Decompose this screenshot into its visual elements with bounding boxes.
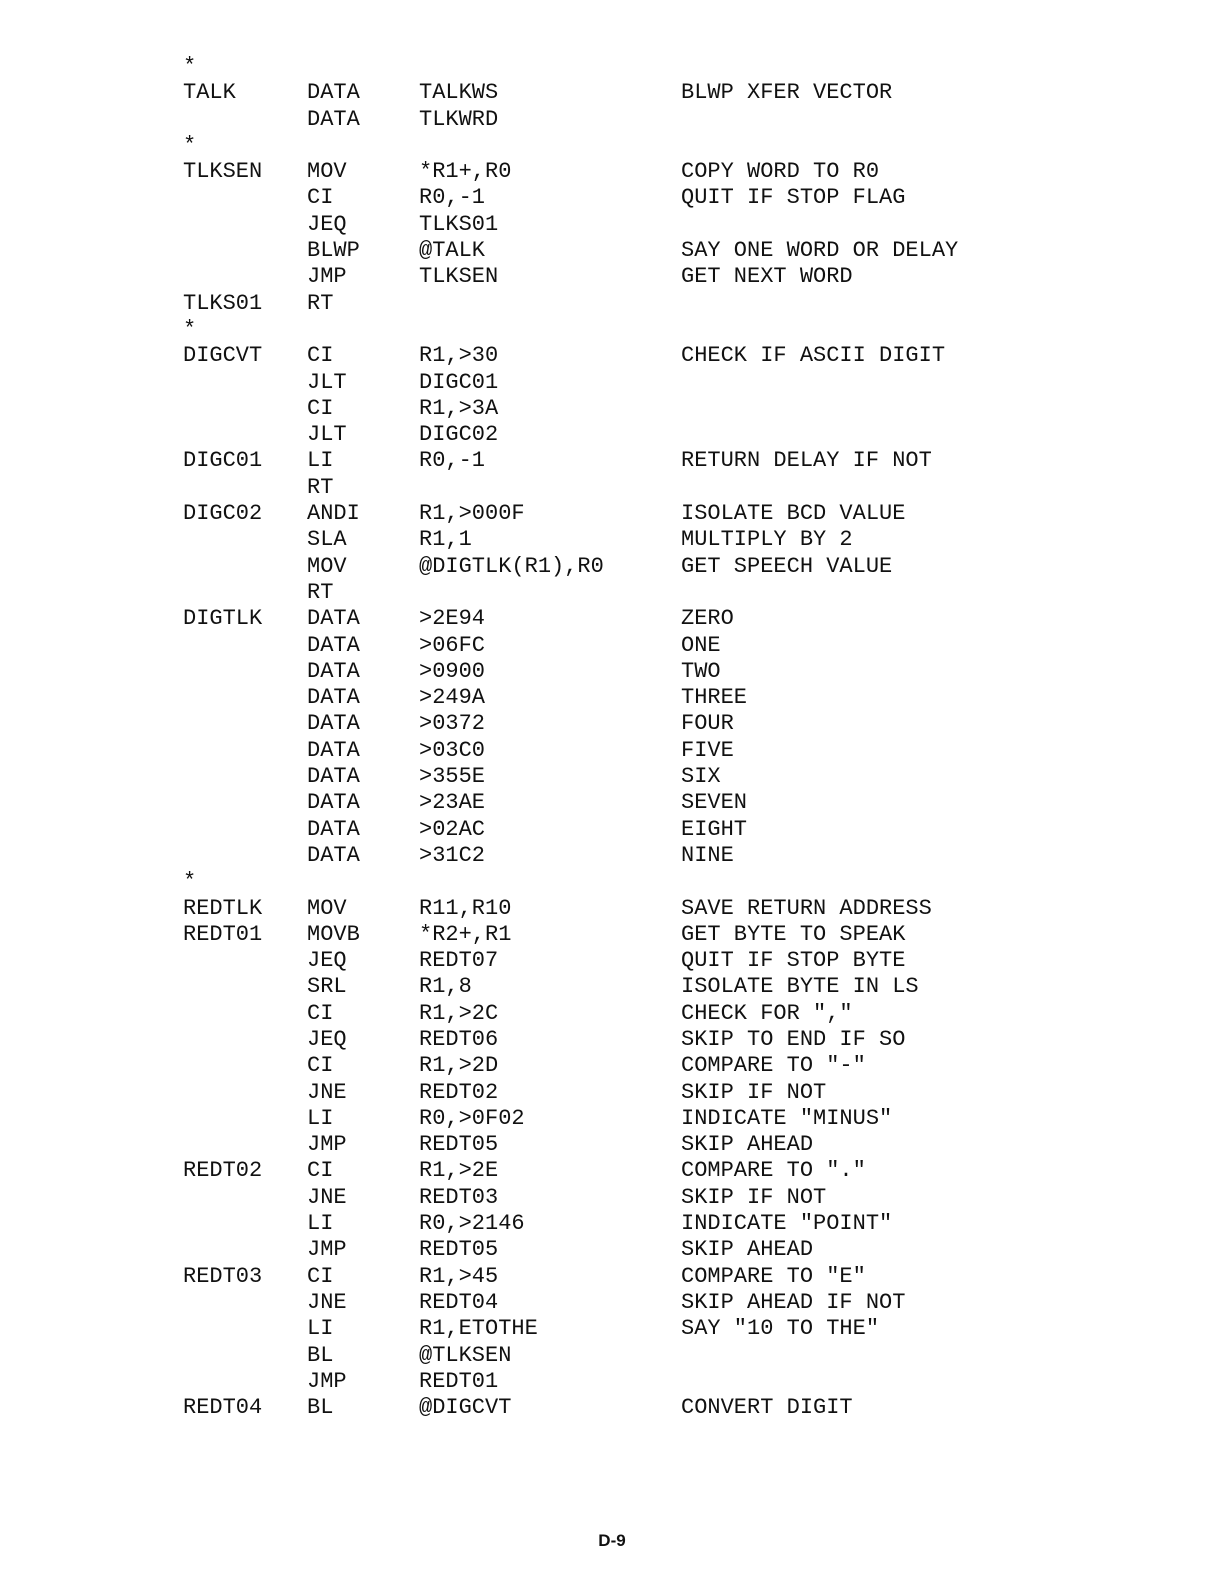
code-label: DIGTLK <box>183 606 263 632</box>
code-label: TALK <box>183 80 236 106</box>
code-comment: GET SPEECH VALUE <box>681 553 893 579</box>
code-comment: MULTIPLY BY 2 <box>681 527 853 553</box>
code-label: TLKSEN <box>183 159 263 185</box>
code-opcode: DATA <box>307 106 360 132</box>
code-line <box>180 185 1080 211</box>
code-operand: >0900 <box>419 658 486 684</box>
code-opcode: JLT <box>307 369 347 395</box>
code-opcode: CI <box>307 343 334 369</box>
code-label: DIGCVT <box>183 343 263 369</box>
code-operand: R1,>3A <box>419 395 499 421</box>
code-opcode: SLA <box>307 527 347 553</box>
code-comment: SAY "10 TO THE" <box>681 1316 880 1342</box>
code-operand: @TALK <box>419 238 486 264</box>
code-operand: R1,>2C <box>419 1000 499 1026</box>
code-line <box>180 1132 1080 1158</box>
code-opcode: CI <box>307 1158 334 1184</box>
code-opcode: CI <box>307 395 334 421</box>
code-label: DIGC01 <box>183 448 263 474</box>
code-comment: SAY ONE WORD OR DELAY <box>681 238 959 264</box>
code-operand: REDT01 <box>419 1368 499 1394</box>
code-opcode: JEQ <box>307 948 347 974</box>
code-listing <box>180 54 1080 1421</box>
code-opcode: JMP <box>307 264 347 290</box>
code-label: * <box>183 316 197 342</box>
code-comment: INDICATE "POINT" <box>681 1211 893 1237</box>
code-comment: COMPARE TO "E" <box>681 1263 866 1289</box>
code-operand: >23AE <box>419 790 486 816</box>
code-operand: R1,>30 <box>419 343 499 369</box>
code-opcode: LI <box>307 1316 334 1342</box>
code-comment: CHECK IF ASCII DIGIT <box>681 343 946 369</box>
code-line <box>180 1027 1080 1053</box>
code-comment: FOUR <box>681 711 734 737</box>
code-operand: >355E <box>419 764 486 790</box>
code-opcode: CI <box>307 1263 334 1289</box>
code-opcode: DATA <box>307 632 360 658</box>
code-line <box>180 264 1080 290</box>
code-line <box>180 1290 1080 1316</box>
code-comment: SAVE RETURN ADDRESS <box>681 895 932 921</box>
code-opcode: MOV <box>307 553 347 579</box>
code-line <box>180 606 1080 632</box>
code-comment: EIGHT <box>681 816 748 842</box>
code-comment: ONE <box>681 632 721 658</box>
code-line <box>180 764 1080 790</box>
code-operand: >2E94 <box>419 606 486 632</box>
code-line <box>180 580 1080 606</box>
code-opcode: LI <box>307 448 334 474</box>
code-opcode: JNE <box>307 1079 347 1105</box>
code-operand: >0372 <box>419 711 486 737</box>
code-opcode: JMP <box>307 1237 347 1263</box>
code-line <box>180 711 1080 737</box>
code-operand: R0,>2146 <box>419 1211 525 1237</box>
code-operand: DIGC01 <box>419 369 499 395</box>
code-comment: BLWP XFER VECTOR <box>681 80 893 106</box>
code-line <box>180 370 1080 396</box>
code-line <box>180 501 1080 527</box>
code-opcode: DATA <box>307 737 360 763</box>
code-opcode: MOV <box>307 895 347 921</box>
code-line <box>180 291 1080 317</box>
code-line <box>180 974 1080 1000</box>
code-label: DIGC02 <box>183 501 263 527</box>
code-line <box>180 1106 1080 1132</box>
code-label: * <box>183 54 197 79</box>
code-line <box>180 133 1080 159</box>
code-operand: @DIGTLK(R1),R0 <box>419 553 604 579</box>
code-line <box>180 422 1080 448</box>
code-line <box>180 343 1080 369</box>
code-comment: NINE <box>681 842 734 868</box>
code-line <box>180 396 1080 422</box>
code-line <box>180 475 1080 501</box>
page-number: D-9 <box>598 1531 626 1550</box>
code-line <box>180 1080 1080 1106</box>
code-label: * <box>183 132 197 158</box>
code-operand: R1,>2D <box>419 1053 499 1079</box>
code-operand: REDT04 <box>419 1289 499 1315</box>
code-line <box>180 922 1080 948</box>
code-line <box>180 948 1080 974</box>
code-opcode: SRL <box>307 974 347 1000</box>
code-line <box>180 790 1080 816</box>
code-comment: QUIT IF STOP FLAG <box>681 185 906 211</box>
code-operand: *R2+,R1 <box>419 921 512 947</box>
code-opcode: JNE <box>307 1184 347 1210</box>
code-label: REDT04 <box>183 1395 263 1421</box>
code-opcode: BLWP <box>307 238 360 264</box>
code-label: REDT03 <box>183 1263 263 1289</box>
code-operand: R1,>000F <box>419 501 525 527</box>
code-comment: SIX <box>681 764 721 790</box>
code-operand: REDT05 <box>419 1132 499 1158</box>
code-opcode: JMP <box>307 1132 347 1158</box>
code-line <box>180 238 1080 264</box>
code-operand: >03C0 <box>419 737 486 763</box>
code-line <box>180 554 1080 580</box>
code-opcode: LI <box>307 1211 334 1237</box>
code-opcode: RT <box>307 474 334 500</box>
code-operand: REDT06 <box>419 1026 499 1052</box>
code-operand: TLKS01 <box>419 211 499 237</box>
code-comment: SKIP AHEAD <box>681 1132 814 1158</box>
code-operand: R1,1 <box>419 527 472 553</box>
code-operand: R1,>45 <box>419 1263 499 1289</box>
code-comment: CHECK FOR "," <box>681 1000 853 1026</box>
code-comment: ISOLATE BYTE IN LS <box>681 974 919 1000</box>
code-operand: REDT03 <box>419 1184 499 1210</box>
code-opcode: DATA <box>307 80 360 106</box>
code-opcode: DATA <box>307 685 360 711</box>
code-opcode: JNE <box>307 1289 347 1315</box>
code-line <box>180 633 1080 659</box>
code-line <box>180 659 1080 685</box>
code-operand: R11,R10 <box>419 895 512 921</box>
code-line <box>180 1185 1080 1211</box>
code-operand: R1,8 <box>419 974 472 1000</box>
code-comment: QUIT IF STOP BYTE <box>681 948 906 974</box>
code-opcode: CI <box>307 1000 334 1026</box>
code-operand: >06FC <box>419 632 486 658</box>
code-line <box>180 317 1080 343</box>
code-operand: R0,>0F02 <box>419 1105 525 1131</box>
code-line <box>180 1369 1080 1395</box>
code-opcode: MOVB <box>307 921 360 947</box>
code-label: TLKS01 <box>183 290 263 316</box>
code-opcode: JMP <box>307 1368 347 1394</box>
code-comment: THREE <box>681 685 748 711</box>
code-opcode: MOV <box>307 159 347 185</box>
code-comment: SKIP IF NOT <box>681 1079 827 1105</box>
code-comment: SKIP AHEAD IF NOT <box>681 1289 906 1315</box>
code-opcode: DATA <box>307 842 360 868</box>
code-operand: R0,-1 <box>419 448 486 474</box>
code-opcode: DATA <box>307 711 360 737</box>
code-opcode: CI <box>307 1053 334 1079</box>
code-operand: >31C2 <box>419 842 486 868</box>
code-line <box>180 685 1080 711</box>
code-opcode: DATA <box>307 816 360 842</box>
code-label: * <box>183 869 197 895</box>
code-opcode: JEQ <box>307 1026 347 1052</box>
code-line <box>180 1001 1080 1027</box>
code-operand: TLKSEN <box>419 264 499 290</box>
code-line <box>180 54 1080 80</box>
code-comment: SEVEN <box>681 790 748 816</box>
code-line <box>180 817 1080 843</box>
code-comment: GET NEXT WORD <box>681 264 853 290</box>
code-opcode: RT <box>307 290 334 316</box>
code-operand: @TLKSEN <box>419 1342 512 1368</box>
code-line <box>180 159 1080 185</box>
code-comment: ZERO <box>681 606 734 632</box>
code-line <box>180 1053 1080 1079</box>
code-line <box>180 1343 1080 1369</box>
code-line <box>180 896 1080 922</box>
code-opcode: JLT <box>307 422 347 448</box>
code-label: REDT01 <box>183 921 263 947</box>
code-operand: TLKWRD <box>419 106 499 132</box>
code-line <box>180 869 1080 895</box>
code-operand: *R1+,R0 <box>419 159 512 185</box>
code-operand: REDT07 <box>419 948 499 974</box>
code-line <box>180 448 1080 474</box>
code-comment: CONVERT DIGIT <box>681 1395 853 1421</box>
code-opcode: DATA <box>307 764 360 790</box>
code-line <box>180 1237 1080 1263</box>
code-operand: R0,-1 <box>419 185 486 211</box>
code-line <box>180 80 1080 106</box>
code-opcode: DATA <box>307 790 360 816</box>
code-comment: TWO <box>681 658 721 684</box>
code-comment: COMPARE TO "." <box>681 1158 866 1184</box>
code-comment: COPY WORD TO R0 <box>681 159 880 185</box>
code-label: REDTLK <box>183 895 263 921</box>
code-operand: REDT05 <box>419 1237 499 1263</box>
code-operand: TALKWS <box>419 80 499 106</box>
code-line <box>180 1211 1080 1237</box>
code-opcode: CI <box>307 185 334 211</box>
code-line <box>180 1264 1080 1290</box>
code-opcode: JEQ <box>307 211 347 237</box>
code-line <box>180 843 1080 869</box>
code-line <box>180 527 1080 553</box>
code-operand: >02AC <box>419 816 486 842</box>
code-operand: DIGC02 <box>419 422 499 448</box>
code-line <box>180 1158 1080 1184</box>
code-comment: SKIP AHEAD <box>681 1237 814 1263</box>
code-line <box>180 1316 1080 1342</box>
code-operand: R1,ETOTHE <box>419 1316 538 1342</box>
code-line <box>180 738 1080 764</box>
code-comment: INDICATE "MINUS" <box>681 1105 893 1131</box>
code-comment: RETURN DELAY IF NOT <box>681 448 932 474</box>
code-operand: @DIGCVT <box>419 1395 512 1421</box>
code-opcode: BL <box>307 1342 334 1368</box>
code-label: REDT02 <box>183 1158 263 1184</box>
code-opcode: ANDI <box>307 501 360 527</box>
code-line <box>180 107 1080 133</box>
code-line <box>180 1395 1080 1421</box>
code-line <box>180 212 1080 238</box>
code-comment: COMPARE TO "-" <box>681 1053 866 1079</box>
code-operand: R1,>2E <box>419 1158 499 1184</box>
code-operand: REDT02 <box>419 1079 499 1105</box>
code-operand: >249A <box>419 685 486 711</box>
code-opcode: LI <box>307 1105 334 1131</box>
code-comment: ISOLATE BCD VALUE <box>681 501 906 527</box>
code-opcode: DATA <box>307 606 360 632</box>
code-comment: GET BYTE TO SPEAK <box>681 921 906 947</box>
code-opcode: DATA <box>307 658 360 684</box>
code-opcode: BL <box>307 1395 334 1421</box>
code-comment: SKIP IF NOT <box>681 1184 827 1210</box>
code-comment: SKIP TO END IF SO <box>681 1026 906 1052</box>
code-opcode: RT <box>307 579 334 605</box>
code-comment: FIVE <box>681 737 734 763</box>
